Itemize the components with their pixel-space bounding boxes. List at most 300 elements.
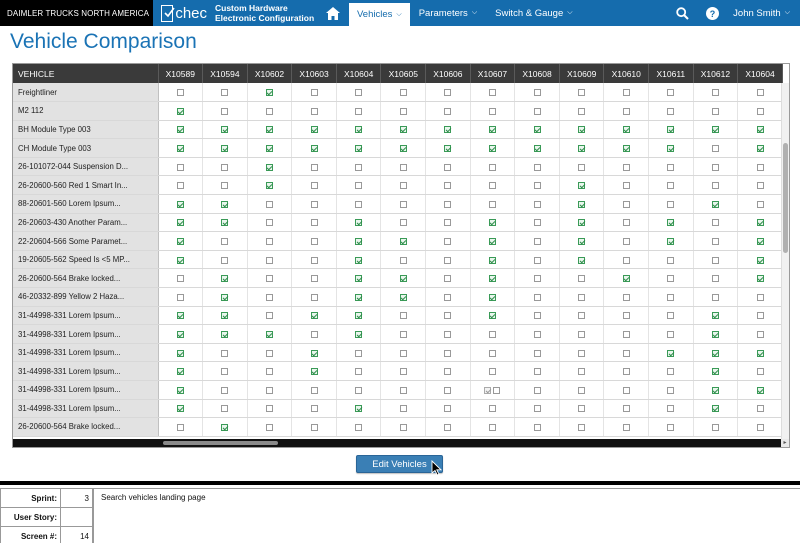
checkbox[interactable] [400, 201, 407, 208]
checkbox[interactable] [221, 164, 228, 171]
checkbox[interactable] [667, 294, 674, 301]
checkbox[interactable] [444, 275, 451, 282]
checkbox[interactable] [534, 405, 541, 412]
checkbox-checked[interactable] [177, 405, 184, 412]
edit-vehicles-button[interactable]: Edit Vehicles [356, 455, 443, 473]
checkbox[interactable] [623, 182, 630, 189]
checkbox[interactable] [221, 89, 228, 96]
checkbox-checked[interactable] [578, 145, 585, 152]
checkbox-checked[interactable] [623, 145, 630, 152]
checkbox[interactable] [266, 350, 273, 357]
checkbox[interactable] [534, 350, 541, 357]
checkbox-checked[interactable] [489, 275, 496, 282]
checkbox[interactable] [355, 387, 362, 394]
checkbox-checked[interactable] [667, 145, 674, 152]
checkbox[interactable] [311, 257, 318, 264]
checkbox-checked[interactable] [534, 126, 541, 133]
checkbox[interactable] [534, 424, 541, 431]
checkbox[interactable] [578, 405, 585, 412]
checkbox[interactable] [221, 238, 228, 245]
checkbox[interactable] [311, 219, 318, 226]
checkbox[interactable] [578, 108, 585, 115]
checkbox[interactable] [757, 164, 764, 171]
checkbox-checked[interactable] [177, 331, 184, 338]
checkbox-checked[interactable] [489, 312, 496, 319]
checkbox[interactable] [578, 275, 585, 282]
checkbox[interactable] [444, 108, 451, 115]
checkbox[interactable] [534, 331, 541, 338]
checkbox[interactable] [444, 257, 451, 264]
checkbox[interactable] [266, 387, 273, 394]
column-header-vehicle-id[interactable]: X10607 [470, 64, 515, 83]
checkbox-checked[interactable] [311, 145, 318, 152]
checkbox-checked[interactable] [177, 219, 184, 226]
checkbox-checked[interactable] [177, 201, 184, 208]
checkbox[interactable] [444, 89, 451, 96]
checkbox-checked[interactable] [221, 312, 228, 319]
vertical-scrollbar[interactable] [781, 83, 789, 440]
search-button[interactable] [667, 0, 697, 26]
checkbox[interactable] [534, 89, 541, 96]
checkbox[interactable] [757, 312, 764, 319]
checkbox[interactable] [266, 238, 273, 245]
checkbox-checked[interactable] [757, 145, 764, 152]
checkbox-checked[interactable] [355, 405, 362, 412]
checkbox-checked[interactable] [712, 387, 719, 394]
table-cell [649, 269, 694, 288]
checkbox[interactable] [534, 164, 541, 171]
checkbox[interactable] [623, 387, 630, 394]
checkbox[interactable] [623, 219, 630, 226]
checkbox[interactable] [311, 182, 318, 189]
checkbox[interactable] [534, 238, 541, 245]
checkbox[interactable] [489, 350, 496, 357]
checkbox-checked[interactable] [444, 145, 451, 152]
checkbox[interactable] [489, 405, 496, 412]
user-menu[interactable] [727, 0, 800, 26]
checkbox[interactable] [221, 350, 228, 357]
checkbox[interactable] [444, 201, 451, 208]
checkbox[interactable] [489, 164, 496, 171]
checkbox[interactable] [623, 201, 630, 208]
checkbox[interactable] [667, 405, 674, 412]
checkbox[interactable] [266, 201, 273, 208]
checkbox[interactable] [444, 294, 451, 301]
checkbox[interactable] [712, 294, 719, 301]
checkbox[interactable] [712, 89, 719, 96]
checkbox[interactable] [667, 331, 674, 338]
checkbox[interactable] [534, 368, 541, 375]
checkbox-checked[interactable] [534, 145, 541, 152]
checkbox[interactable] [578, 312, 585, 319]
vertical-scroll-thumb[interactable] [783, 143, 788, 253]
checkbox-checked[interactable] [757, 275, 764, 282]
checkbox[interactable] [355, 350, 362, 357]
column-header-vehicle-id[interactable]: X10612 [693, 64, 738, 83]
column-header-vehicle-id[interactable]: X10608 [515, 64, 560, 83]
checkbox-checked[interactable] [757, 387, 764, 394]
checkbox[interactable] [444, 182, 451, 189]
checkbox[interactable] [489, 108, 496, 115]
checkbox[interactable] [221, 368, 228, 375]
checkbox[interactable] [177, 424, 184, 431]
checkbox-checked[interactable] [578, 257, 585, 264]
table-cell [426, 157, 471, 176]
checkbox-checked[interactable] [757, 238, 764, 245]
checkbox-checked[interactable] [757, 257, 764, 264]
column-header-vehicle-id[interactable]: X10604 [738, 64, 783, 83]
column-header-vehicle-id[interactable]: X10603 [292, 64, 337, 83]
checkbox-checked[interactable] [221, 145, 228, 152]
column-header-vehicle-id[interactable]: X10594 [203, 64, 248, 83]
checkbox[interactable] [444, 164, 451, 171]
checkbox-checked[interactable] [311, 126, 318, 133]
checkbox-checked-disabled[interactable] [484, 387, 491, 394]
checkbox[interactable] [712, 108, 719, 115]
checkbox[interactable] [400, 182, 407, 189]
checkbox[interactable] [444, 405, 451, 412]
checkbox[interactable] [221, 182, 228, 189]
checkbox-checked[interactable] [578, 182, 585, 189]
checkbox[interactable] [623, 331, 630, 338]
checkbox[interactable] [444, 387, 451, 394]
checkbox[interactable] [355, 424, 362, 431]
checkbox-checked[interactable] [355, 126, 362, 133]
checkbox-checked[interactable] [221, 424, 228, 431]
help-button[interactable] [697, 0, 727, 26]
checkbox-checked[interactable] [355, 312, 362, 319]
checkbox[interactable] [578, 387, 585, 394]
checkbox[interactable] [311, 331, 318, 338]
column-header-vehicle-id[interactable]: X10589 [158, 64, 203, 83]
app-logo[interactable] [153, 0, 207, 26]
checkbox[interactable] [623, 368, 630, 375]
checkbox[interactable] [355, 108, 362, 115]
checkbox[interactable] [311, 294, 318, 301]
checkbox-checked[interactable] [266, 145, 273, 152]
checkbox[interactable] [623, 294, 630, 301]
checkbox[interactable] [578, 368, 585, 375]
checkbox-checked[interactable] [177, 108, 184, 115]
column-header-vehicle-id[interactable]: X10602 [247, 64, 292, 83]
checkbox[interactable] [444, 424, 451, 431]
checkbox-checked[interactable] [489, 257, 496, 264]
checkbox[interactable] [489, 89, 496, 96]
checkbox-checked[interactable] [489, 294, 496, 301]
checkbox-checked[interactable] [578, 201, 585, 208]
checkbox[interactable] [221, 257, 228, 264]
checkbox-checked[interactable] [355, 257, 362, 264]
checkbox[interactable] [667, 312, 674, 319]
checkbox[interactable] [712, 257, 719, 264]
checkbox-checked[interactable] [177, 257, 184, 264]
checkbox[interactable] [534, 312, 541, 319]
checkbox[interactable] [667, 89, 674, 96]
checkbox-checked[interactable] [444, 126, 451, 133]
column-header-vehicle-id[interactable]: X10604 [336, 64, 381, 83]
checkbox[interactable] [489, 331, 496, 338]
checkbox-checked[interactable] [266, 164, 273, 171]
table-cell [693, 139, 738, 158]
checkbox[interactable] [667, 368, 674, 375]
checkbox-checked[interactable] [667, 350, 674, 357]
checkbox[interactable] [757, 201, 764, 208]
checkbox-checked[interactable] [489, 145, 496, 152]
nav-parameters[interactable] [410, 0, 486, 26]
checkbox[interactable] [712, 424, 719, 431]
checkbox-checked[interactable] [177, 145, 184, 152]
checkbox[interactable] [757, 294, 764, 301]
column-header-vehicle[interactable]: VEHICLE [13, 64, 158, 83]
checkbox[interactable] [177, 182, 184, 189]
checkbox-checked[interactable] [400, 275, 407, 282]
checkbox[interactable] [578, 424, 585, 431]
checkbox[interactable] [667, 424, 674, 431]
checkbox-checked[interactable] [712, 368, 719, 375]
checkbox[interactable] [623, 89, 630, 96]
checkbox[interactable] [444, 219, 451, 226]
checkbox-checked[interactable] [400, 294, 407, 301]
checkbox[interactable] [712, 164, 719, 171]
checkbox[interactable] [444, 312, 451, 319]
checkbox[interactable] [623, 108, 630, 115]
checkbox[interactable] [400, 164, 407, 171]
checkbox-checked[interactable] [177, 238, 184, 245]
checkbox[interactable] [578, 350, 585, 357]
checkbox-checked[interactable] [578, 238, 585, 245]
checkbox-checked[interactable] [266, 126, 273, 133]
checkbox[interactable] [221, 108, 228, 115]
checkbox-checked[interactable] [712, 350, 719, 357]
checkbox[interactable] [534, 108, 541, 115]
checkbox[interactable] [400, 368, 407, 375]
checkbox-checked[interactable] [489, 219, 496, 226]
checkbox[interactable] [177, 89, 184, 96]
checkbox[interactable] [400, 108, 407, 115]
checkbox[interactable] [534, 294, 541, 301]
checkbox[interactable] [400, 405, 407, 412]
checkbox[interactable] [534, 182, 541, 189]
checkbox-checked[interactable] [400, 126, 407, 133]
checkbox[interactable] [667, 257, 674, 264]
checkbox-checked[interactable] [400, 238, 407, 245]
checkbox[interactable] [400, 424, 407, 431]
checkbox[interactable] [578, 294, 585, 301]
checkbox[interactable] [623, 424, 630, 431]
checkbox-checked[interactable] [355, 331, 362, 338]
checkbox[interactable] [400, 219, 407, 226]
checkbox-checked[interactable] [221, 201, 228, 208]
checkbox[interactable] [757, 108, 764, 115]
checkbox[interactable] [355, 164, 362, 171]
checkbox-checked[interactable] [311, 368, 318, 375]
checkbox[interactable] [355, 89, 362, 96]
checkbox-checked[interactable] [489, 238, 496, 245]
checkbox[interactable] [266, 405, 273, 412]
checkbox[interactable] [667, 164, 674, 171]
checkbox[interactable] [623, 257, 630, 264]
checkbox[interactable] [444, 350, 451, 357]
checkbox[interactable] [311, 405, 318, 412]
checkbox-checked[interactable] [712, 126, 719, 133]
checkbox[interactable] [266, 275, 273, 282]
checkbox-checked[interactable] [667, 238, 674, 245]
checkbox[interactable] [757, 424, 764, 431]
checkbox[interactable] [712, 182, 719, 189]
checkbox-checked[interactable] [355, 275, 362, 282]
checkbox[interactable] [221, 387, 228, 394]
checkbox[interactable] [444, 368, 451, 375]
checkbox[interactable] [400, 331, 407, 338]
checkbox[interactable] [534, 219, 541, 226]
checkbox-checked[interactable] [757, 219, 764, 226]
checkbox[interactable] [489, 182, 496, 189]
checkbox[interactable] [177, 164, 184, 171]
checkbox[interactable] [667, 275, 674, 282]
checkbox[interactable] [400, 350, 407, 357]
checkbox[interactable] [578, 164, 585, 171]
checkbox[interactable] [623, 312, 630, 319]
checkbox[interactable] [266, 312, 273, 319]
checkbox[interactable] [444, 331, 451, 338]
checkbox[interactable] [712, 145, 719, 152]
checkbox-checked[interactable] [311, 350, 318, 357]
checkbox-checked[interactable] [578, 126, 585, 133]
checkbox[interactable] [311, 424, 318, 431]
checkbox[interactable] [400, 89, 407, 96]
checkbox[interactable] [489, 424, 496, 431]
checkbox-checked[interactable] [355, 294, 362, 301]
checkbox[interactable] [221, 405, 228, 412]
checkbox-checked[interactable] [266, 182, 273, 189]
scroll-right-arrow-icon[interactable]: ▸ [781, 439, 789, 447]
checkbox[interactable] [266, 368, 273, 375]
checkbox[interactable] [623, 350, 630, 357]
checkbox[interactable] [534, 201, 541, 208]
checkbox[interactable] [623, 238, 630, 245]
checkbox[interactable] [311, 201, 318, 208]
checkbox[interactable] [757, 89, 764, 96]
checkbox[interactable] [355, 368, 362, 375]
checkbox-checked[interactable] [221, 126, 228, 133]
checkbox[interactable] [493, 387, 500, 394]
checkbox[interactable] [266, 108, 273, 115]
column-header-vehicle-id[interactable]: X10610 [604, 64, 649, 83]
checkbox[interactable] [623, 405, 630, 412]
checkbox-checked[interactable] [311, 312, 318, 319]
checkbox-checked[interactable] [757, 350, 764, 357]
checkbox[interactable] [623, 164, 630, 171]
checkbox[interactable] [311, 108, 318, 115]
checkbox-checked[interactable] [757, 126, 764, 133]
checkbox[interactable] [266, 257, 273, 264]
checkbox-checked[interactable] [355, 238, 362, 245]
checkbox-checked[interactable] [578, 219, 585, 226]
checkbox-checked[interactable] [712, 405, 719, 412]
checkbox-checked[interactable] [221, 275, 228, 282]
checkbox-checked[interactable] [221, 331, 228, 338]
checkbox[interactable] [757, 182, 764, 189]
checkbox[interactable] [177, 275, 184, 282]
checkbox-checked[interactable] [355, 145, 362, 152]
checkbox-checked[interactable] [177, 312, 184, 319]
checkbox-checked[interactable] [221, 294, 228, 301]
checkbox[interactable] [534, 257, 541, 264]
checkbox-checked[interactable] [623, 126, 630, 133]
checkbox[interactable] [311, 387, 318, 394]
horizontal-scrollbar[interactable] [13, 439, 783, 447]
nav-switch-gauge[interactable] [486, 0, 581, 26]
checkbox[interactable] [667, 182, 674, 189]
column-header-vehicle-id[interactable]: X10609 [559, 64, 604, 83]
checkbox-checked[interactable] [355, 219, 362, 226]
checkbox-checked[interactable] [177, 368, 184, 375]
checkbox[interactable] [667, 387, 674, 394]
checkbox[interactable] [667, 201, 674, 208]
checkbox[interactable] [578, 331, 585, 338]
nav-vehicles[interactable] [349, 3, 410, 26]
checkbox-checked[interactable] [712, 312, 719, 319]
checkbox[interactable] [355, 182, 362, 189]
checkbox[interactable] [311, 164, 318, 171]
checkbox-checked[interactable] [266, 331, 273, 338]
column-header-vehicle-id[interactable]: X10606 [426, 64, 471, 83]
checkbox[interactable] [444, 238, 451, 245]
checkbox[interactable] [534, 387, 541, 394]
checkbox[interactable] [266, 294, 273, 301]
checkbox[interactable] [712, 275, 719, 282]
checkbox[interactable] [311, 238, 318, 245]
checkbox-checked[interactable] [489, 126, 496, 133]
checkbox-checked[interactable] [667, 219, 674, 226]
checkbox[interactable] [266, 424, 273, 431]
horizontal-scroll-thumb[interactable] [163, 441, 278, 445]
checkbox-checked[interactable] [177, 126, 184, 133]
home-button[interactable] [319, 0, 347, 26]
checkbox-checked[interactable] [266, 89, 273, 96]
checkbox[interactable] [757, 331, 764, 338]
checkbox[interactable] [489, 368, 496, 375]
checkbox[interactable] [757, 368, 764, 375]
checkbox[interactable] [266, 219, 273, 226]
checkbox[interactable] [712, 219, 719, 226]
checkbox[interactable] [400, 257, 407, 264]
checkbox-checked[interactable] [667, 126, 674, 133]
column-header-vehicle-id[interactable]: X10611 [649, 64, 694, 83]
checkbox[interactable] [489, 201, 496, 208]
checkbox-checked[interactable] [712, 331, 719, 338]
checkbox[interactable] [712, 238, 719, 245]
checkbox[interactable] [400, 387, 407, 394]
checkbox[interactable] [400, 312, 407, 319]
checkbox[interactable] [177, 294, 184, 301]
comparison-table [13, 64, 783, 437]
checkbox[interactable] [757, 405, 764, 412]
checkbox-checked[interactable] [400, 145, 407, 152]
checkbox-checked[interactable] [177, 350, 184, 357]
checkbox-checked[interactable] [177, 387, 184, 394]
checkbox[interactable] [534, 275, 541, 282]
checkbox-checked[interactable] [623, 275, 630, 282]
checkbox-checked[interactable] [712, 201, 719, 208]
checkbox[interactable] [578, 89, 585, 96]
column-header-vehicle-id[interactable]: X10605 [381, 64, 426, 83]
checkbox[interactable] [667, 108, 674, 115]
checkbox[interactable] [311, 89, 318, 96]
checkbox[interactable] [355, 201, 362, 208]
checkbox[interactable] [311, 275, 318, 282]
checkbox-checked[interactable] [221, 219, 228, 226]
